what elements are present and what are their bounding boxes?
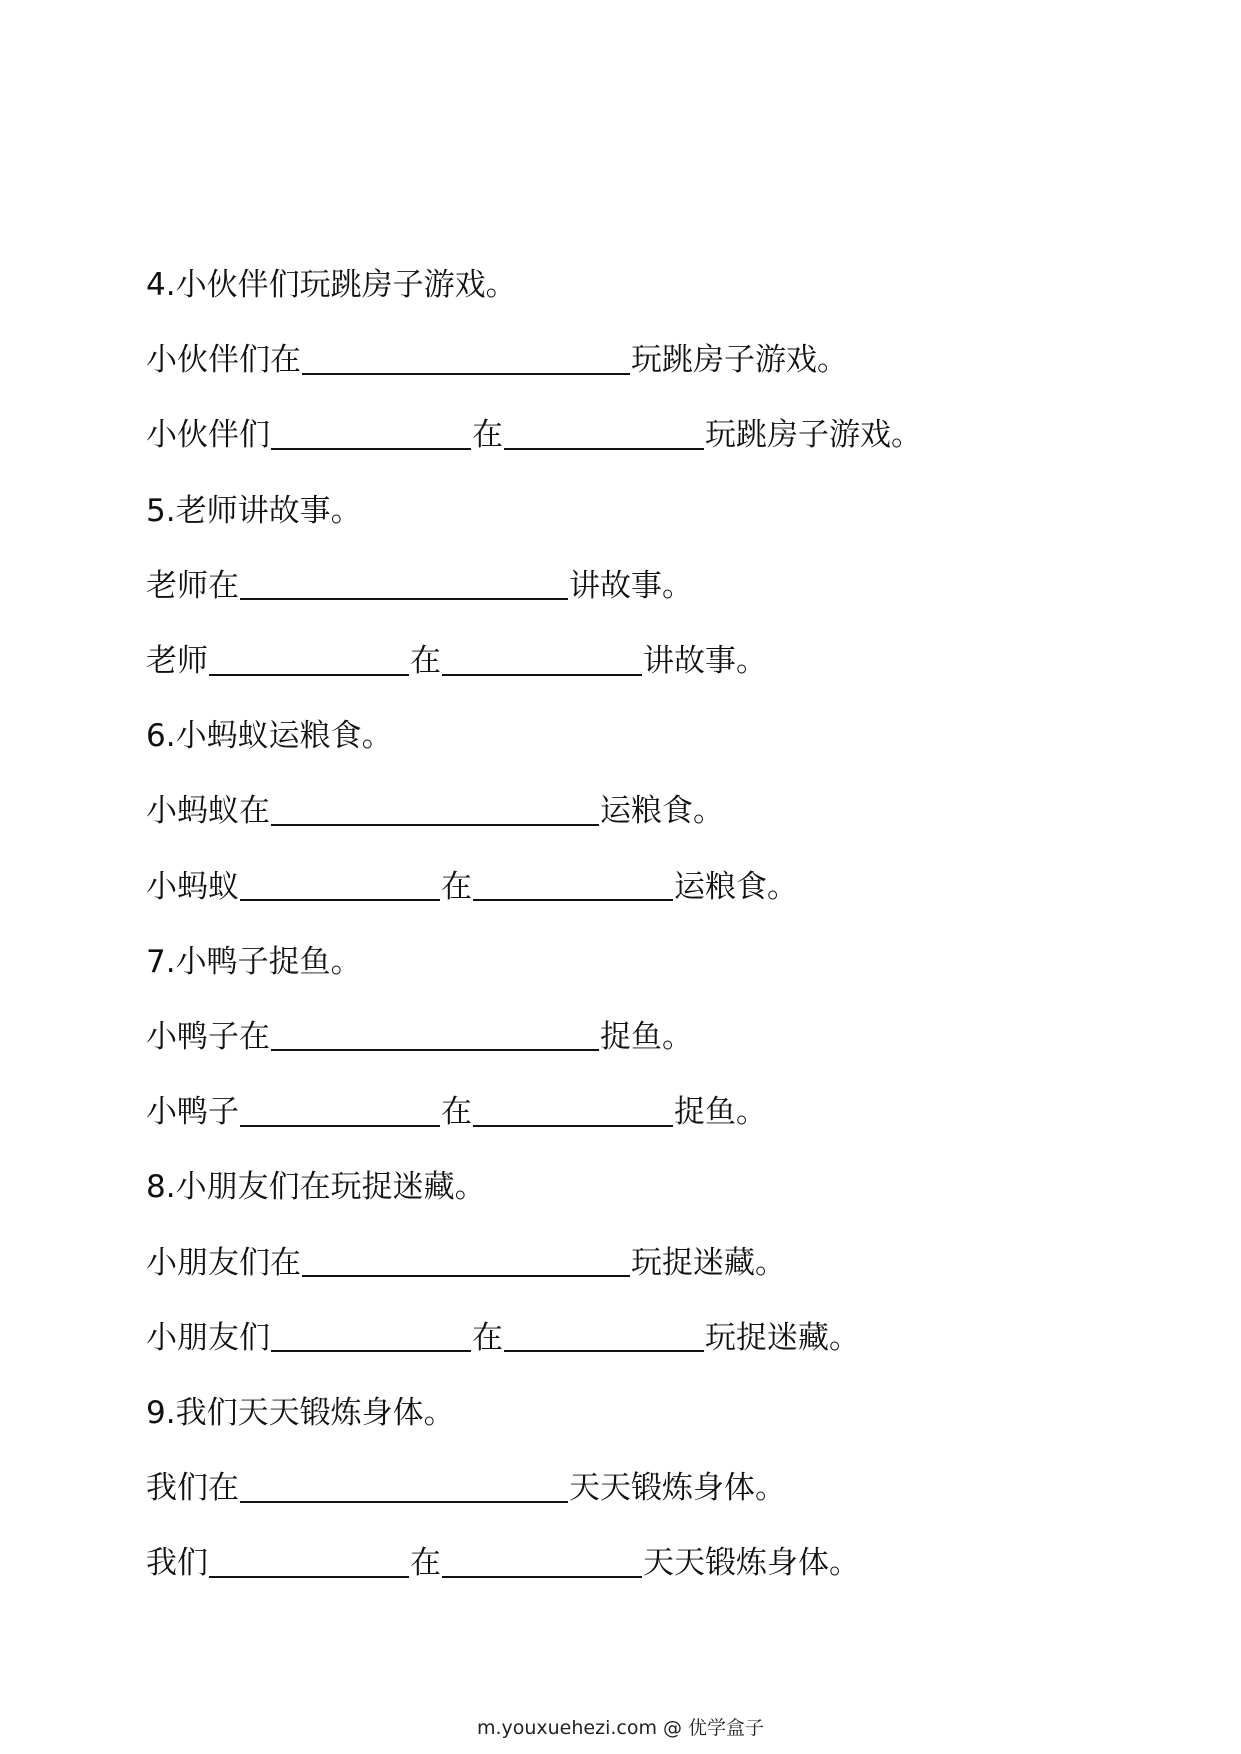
sentence-end: 玩捉迷藏。 [631, 1244, 786, 1281]
sentence-end: 讲故事。 [569, 567, 693, 604]
sentence-end: 运粮食。 [600, 793, 724, 830]
answer-blank[interactable] [240, 1475, 568, 1503]
question-title: 5.老师讲故事。 [146, 492, 362, 529]
answer-blank[interactable] [240, 1099, 440, 1127]
sentence-subject: 老师 [146, 643, 208, 680]
answer-blank[interactable] [442, 1550, 642, 1578]
sentence-middle: 在 [441, 868, 472, 905]
question-title: 6.小蚂蚁运粮食。 [146, 718, 393, 755]
sentence-start: 小鸭子在 [146, 1018, 270, 1055]
sentence-subject: 小鸭子 [146, 1094, 239, 1131]
sentence-start: 我们在 [146, 1470, 239, 1507]
sentence-start: 小伙伴们在 [146, 342, 301, 379]
sentence-middle: 在 [410, 1545, 441, 1582]
question-title: 8.小朋友们在玩捉迷藏。 [146, 1169, 486, 1206]
fill-line-2 [146, 1301, 1146, 1376]
fill-line-2 [146, 850, 1146, 925]
sentence-end: 运粮食。 [674, 868, 798, 905]
fill-line-2 [146, 1075, 1146, 1150]
fill-line-1 [146, 549, 1146, 624]
sentence-end: 捉鱼。 [600, 1018, 693, 1055]
fill-line-1 [146, 323, 1146, 398]
answer-blank[interactable] [240, 572, 568, 600]
sentence-end: 天天锻炼身体。 [643, 1545, 860, 1582]
sentence-end: 捉鱼。 [674, 1094, 767, 1131]
fill-line-2 [146, 1526, 1146, 1601]
fill-line-1 [146, 774, 1146, 849]
sentence-start: 小蚂蚁在 [146, 793, 270, 830]
answer-blank[interactable] [209, 1550, 409, 1578]
answer-blank[interactable] [504, 1324, 704, 1352]
answer-blank[interactable] [442, 648, 642, 676]
fill-line-2 [146, 624, 1146, 699]
answer-blank[interactable] [302, 1249, 630, 1277]
sentence-end: 天天锻炼身体。 [569, 1470, 786, 1507]
answer-blank[interactable] [271, 1023, 599, 1051]
fill-line-1 [146, 1225, 1146, 1300]
sentence-subject: 小伙伴们 [146, 417, 270, 454]
sentence-end: 玩捉迷藏。 [705, 1319, 860, 1356]
question-title: 4.小伙伴们玩跳房子游戏。 [146, 267, 517, 304]
sentence-middle: 在 [472, 417, 503, 454]
sentence-end: 玩跳房子游戏。 [705, 417, 922, 454]
sentence-middle: 在 [441, 1094, 472, 1131]
sentence-subject: 我们 [146, 1545, 208, 1582]
sentence-end: 讲故事。 [643, 643, 767, 680]
question-title: 9.我们天天锻炼身体。 [146, 1394, 455, 1431]
sentence-subject: 小蚂蚁 [146, 868, 239, 905]
sentence-middle: 在 [472, 1319, 503, 1356]
answer-blank[interactable] [209, 648, 409, 676]
sentence-end: 玩跳房子游戏。 [631, 342, 848, 379]
answer-blank[interactable] [302, 347, 630, 375]
answer-blank[interactable] [473, 873, 673, 901]
answer-blank[interactable] [271, 798, 599, 826]
sentence-start: 老师在 [146, 567, 239, 604]
sentence-start: 小朋友们在 [146, 1244, 301, 1281]
fill-line-2 [146, 398, 1146, 473]
fill-line-1 [146, 1451, 1146, 1526]
footer-watermark: m.youxuehezi.com @ 优学盒子 [476, 1717, 765, 1739]
answer-blank[interactable] [271, 1324, 471, 1352]
sentence-subject: 小朋友们 [146, 1319, 270, 1356]
fill-line-1 [146, 1000, 1146, 1075]
answer-blank[interactable] [240, 873, 440, 901]
answer-blank[interactable] [473, 1099, 673, 1127]
answer-blank[interactable] [504, 422, 704, 450]
exercise-list [146, 248, 1146, 1601]
sentence-middle: 在 [410, 643, 441, 680]
answer-blank[interactable] [271, 422, 471, 450]
question-title: 7.小鸭子捉鱼。 [146, 943, 362, 980]
